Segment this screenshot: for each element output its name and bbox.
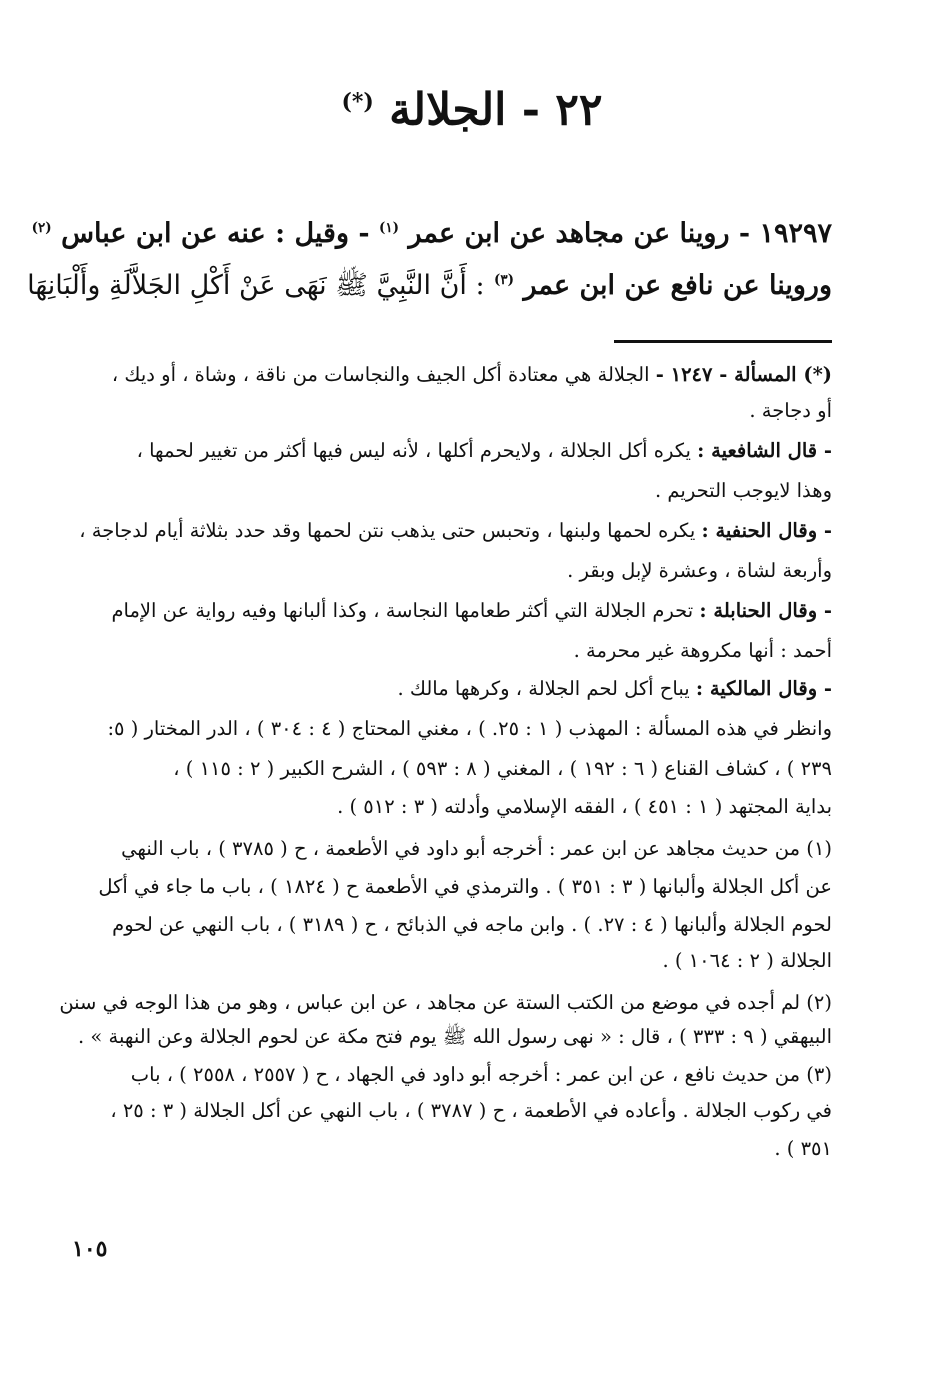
footnote-text: البيهقي ( ٩ : ٣٣٣ ) ، قال : « نهى رسول الله ﷺ يوم فتح مكة عن لحوم الجلالة وعن النهبة » .	[78, 1025, 832, 1048]
chapter-title-marker: (*)	[341, 89, 374, 115]
footnote-line	[114, 1134, 832, 1164]
footnote-line	[114, 674, 832, 704]
footnote-text: في ركوب الجلالة . وأعاده في الأطعمة ، ح ( ٣٧٨٧ ) ، باب النهي عن أكل الجلالة ( ٣ : ٢٥ ،	[110, 1099, 832, 1122]
footnote-line	[114, 946, 832, 976]
body-line-1	[31, 206, 832, 256]
footnote-label: - قال الشافعية :	[697, 439, 832, 462]
footnote-text: الجلالة ( ٢ : ١٠٦٤ ) .	[662, 949, 832, 972]
footnote-1	[114, 834, 832, 864]
page-number: ١٠٥	[72, 1236, 108, 1262]
footnote-text: (٢) لم أجده في موضع من الكتب الستة عن مجاهد ، عن ابن عباس ، وهو من هذا الوجه في سنن	[59, 991, 832, 1014]
hadith-number-text: ١٩٢٩٧ - روينا عن مجاهد عن ابن عمر	[408, 218, 832, 249]
footnote-text: لحوم الجلالة وألبانها ( ٤ : ٢٧. ) . وابن ماجه في الذبائح ، ح ( ٣١٨٩ ) ، باب النهي عن لحوم	[112, 913, 832, 936]
footnote-ref-3[interactable]: (٣)	[494, 272, 515, 288]
footnote-ref-1[interactable]: (١)	[379, 220, 400, 236]
footnote-text: وانظر في هذه المسألة : المهذب ( ١ : ٢٥. ) ، مغني المحتاج ( ٤ : ٣٠٤ ) ، الدر المختار ( ٥:	[107, 717, 832, 740]
footnote-text: (٣) من حديث نافع ، عن ابن عمر : أخرجه أبو داود في الجهاد ، ح ( ٢٥٥٧ ، ٢٥٥٨ ) ، باب	[130, 1063, 832, 1086]
footnote-label: - وقال الحنابلة :	[699, 599, 832, 622]
footnote-text: تحرم الجلالة التي أكثر طعامها النجاسة ، وكذا ألبانها وفيه رواية عن الإمام	[111, 599, 694, 622]
body-line-2	[27, 258, 832, 308]
footnote-text: ٣٥١ ) .	[774, 1137, 832, 1160]
footnote-label: - وقال المالكية :	[695, 677, 832, 700]
chapter-title-text: ٢٢ - الجلالة	[389, 84, 603, 136]
footnote-line	[114, 556, 832, 586]
footnote-line	[107, 714, 832, 744]
footnote-text: وهذا لايوجب التحريم .	[655, 479, 832, 502]
footnote-line	[114, 396, 832, 426]
footnote-text: يكره أكل الجلالة ، ولايحرم أكلها ، لأنه ليس فيها أكثر من تغيير لحمها ،	[136, 439, 691, 462]
body-text: - وقيل : عنه عن ابن عباس	[61, 218, 370, 249]
footnote-label: - وقال الحنفية :	[701, 519, 832, 542]
footnote-line	[78, 1022, 832, 1052]
footnote-text: بداية المجتهد ( ١ : ٤٥١ ) ، الفقه الإسلامي وأدلته ( ٣ : ٥١٢ ) .	[337, 795, 832, 818]
footnote-line	[114, 636, 832, 666]
footnote-ref-2[interactable]: (٢)	[31, 220, 52, 236]
chapter-title	[0, 72, 944, 141]
footnote-text: عن أكل الجلالة وألبانها ( ٣ : ٣٥١ ) . والترمذي في الأطعمة ح ( ١٨٢٤ ) ، باب ما جاء في أكل	[98, 875, 832, 898]
footnote-line	[111, 360, 832, 390]
footnote-3	[114, 1060, 832, 1090]
footnote-text: يكره لحمها ولبنها ، وتحبس حتى يذهب نتن لحمها وقد حدد بثلاثة أيام لدجاجة ،	[79, 519, 696, 542]
footnote-text: ٢٣٩ ) ، كشاف القناع ( ٦ : ١٩٢ ) ، المغني ( ٨ : ٥٩٣ ) ، الشرح الكبير ( ٢ : ١١٥ ) ،	[173, 757, 832, 780]
footnote-text: أحمد : أنها مكروهة غير محرمة .	[573, 639, 832, 662]
footnote-line	[114, 476, 832, 506]
footnote-text: الجلالة هي معتادة أكل الجيف والنجاسات من ناقة ، وشاة ، أو ديك ،	[111, 363, 650, 386]
footnote-line	[114, 436, 832, 466]
body-text: وروينا عن نافع عن ابن عمر	[523, 270, 832, 301]
footnote-text: (١) من حديث مجاهد عن ابن عمر : أخرجه أبو داود في الأطعمة ، ح ( ٣٧٨٥ ) ، باب النهي	[121, 837, 832, 860]
footnote-line	[111, 596, 832, 626]
footnote-label: (*) المسألة - ١٢٤٧ -	[655, 363, 832, 386]
footnote-text: يباح أكل لحم الجلالة ، وكرهها مالك .	[397, 677, 690, 700]
footnote-line	[79, 516, 832, 546]
footnote-line	[114, 792, 832, 822]
hadith-text: : أَنَّ النَّبِيَّ ﷺ نَهَى عَنْ أَكْلِ الجَلاَّلَةِ وأَلْبَانِهَا	[27, 270, 485, 301]
footnote-line	[110, 1096, 832, 1126]
footnote-2	[59, 988, 832, 1018]
footnote-line	[114, 754, 832, 784]
footnote-line	[98, 872, 832, 902]
footnote-separator	[614, 340, 832, 343]
footnote-line	[114, 910, 832, 940]
footnote-text: وأربعة لشاة ، وعشرة لإبل وبقر .	[567, 559, 832, 582]
footnote-text: أو دجاجة .	[749, 399, 832, 422]
